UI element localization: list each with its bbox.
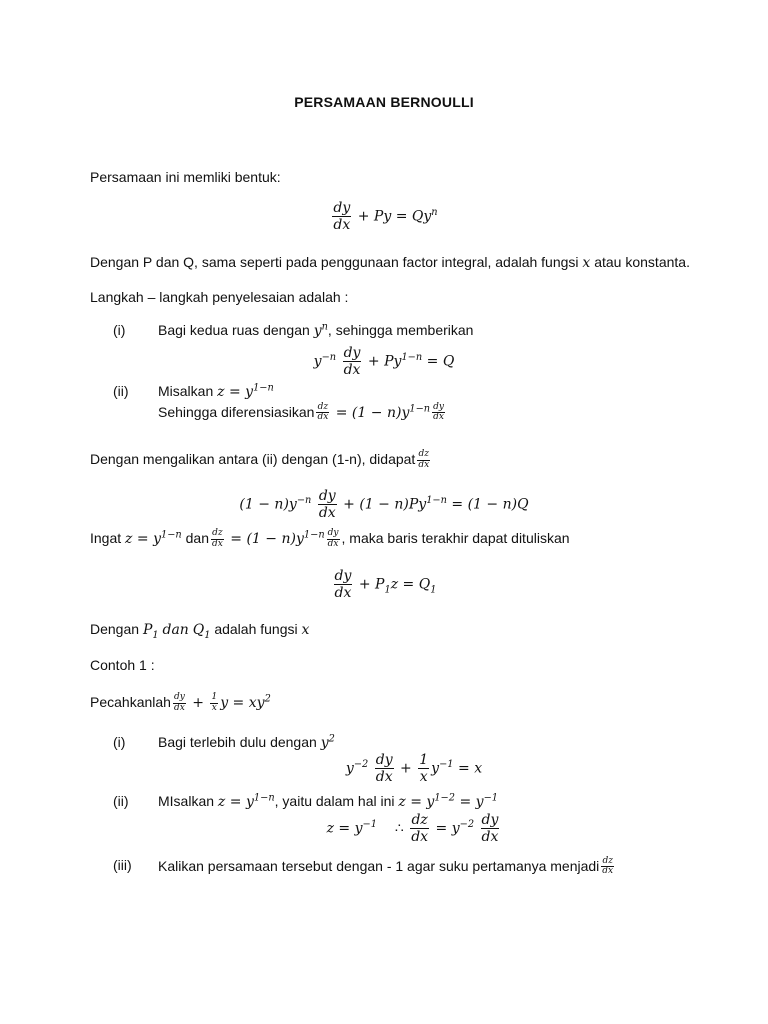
page-title: PERSAMAAN BERNOULLI	[294, 94, 474, 110]
step-2-text: Misalkan $z = y^{1-n}$	[158, 382, 274, 400]
equation-multiplied: $(1 - n)y^{-n}$ $\frac{dy}{dx}$ + $(1 - n)Py^{1-n} = (1 - n)Q$	[239, 488, 529, 522]
equation-linear-form: $\frac{dy}{dx}$ + $P_1z = Q_1$	[334, 568, 437, 602]
example-step-1-number: (i)	[113, 734, 126, 750]
step-1-text: Bagi kedua ruas dengan $y^n$, sehingga memberikan	[158, 321, 474, 339]
p-q-description: Dengan P dan Q, sama seperti pada penggunaan factor integral, adalah fungsi x atau konstanta.	[90, 254, 690, 271]
equation-bernoulli-form: $\frac{dy}{dx}$ + $Py = Qy^n$	[333, 200, 438, 234]
ingat-line: Ingat $z = y^{1-n}$ dan $\frac{dz}{dx}$ = $(1 - n)y^{1-n}$ $\frac{dy}{dx}$ , maka baris terakhir dapat dituliskan	[90, 528, 570, 549]
steps-heading: Langkah – langkah penyelesaian adalah :	[90, 289, 349, 305]
multiply-line: Dengan mengalikan antara (ii) dengan (1-n), didapat $\frac{dz}{dx}$	[90, 449, 430, 470]
intro-text: Persamaan ini memliki bentuk:	[90, 169, 281, 185]
equation-step-1: $y^{-n}$ $\frac{dy}{dx}$ + $Py^{1-n} = Q$	[313, 345, 455, 379]
example-step-2-text: MIsalkan $z = y^{1-n}$, yaitu dalam hal ini $z = y^{1-2} = y^{-1}$	[158, 792, 499, 810]
example-problem: Pecahkanlah $\frac{dy}{dx}$ + $\frac{1}{x}$ $y = xy^2$	[90, 692, 271, 713]
example-heading: Contoh 1 :	[90, 657, 155, 673]
step-2-differentiation: Sehingga diferensiasikan $\frac{dz}{dx}$ = $(1 - n)y^{1-n}$ $\frac{dy}{dx}$	[158, 402, 444, 423]
example-step-1-text: Bagi terlebih dulu dengan $y^2$	[158, 733, 335, 751]
example-step-3-text: Kalikan persamaan tersebut dengan - 1 agar suku pertamanya menjadi $\frac{dz}{dx}$	[158, 856, 614, 877]
p1-q1-line: Dengan $P_1$ dan $Q_1$ adalah fungsi x	[90, 621, 310, 641]
example-step-3-number: (iii)	[113, 857, 132, 873]
equation-example-step-1: $y^{-2}$ $\frac{dy}{dx}$ + $\frac{1}{x}$ $y^{-1} = x$	[345, 752, 483, 786]
example-step-2-number: (ii)	[113, 793, 129, 809]
equation-example-step-2: $z = y^{-1}$ ∴ $\frac{dz}{dx}$ = $y^{-2}$ $\frac{dy}{dx}$	[326, 812, 499, 846]
step-2-number: (ii)	[113, 383, 129, 399]
step-1-number: (i)	[113, 322, 126, 338]
